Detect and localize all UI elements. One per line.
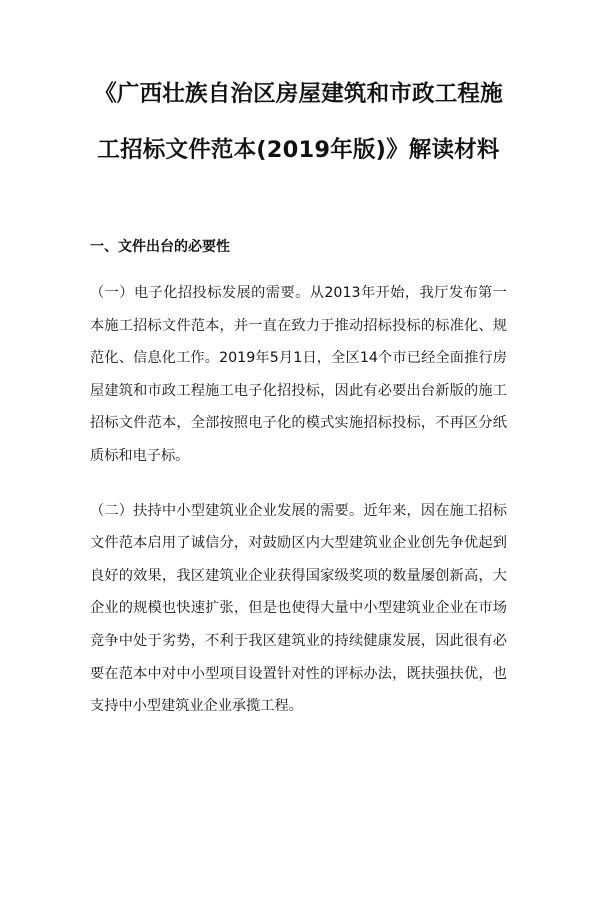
section-heading: 一、文件出台的必要性: [90, 239, 230, 255]
paragraph-electronic-bidding: （一）电子化招投标发展的需要。从2013年开始，我厅发布第一本施工招标文件范本，并一直在致力于推动招标投标的标准化、规范化、信息化工作。2019年5月1日，全区14个市已经全面推行房屋建筑和市政工程施工电子化招投标，因此有必要出台新版的施工招标文件范本，全部按照电子化的模式实施招标投标，不再区分纸质标和电子标。: [90, 285, 507, 464]
paragraph-small-enterprises: （二）扶持中小型建筑业企业发展的需要。近年来，因在施工招标文件范本启用了诚信分，对鼓励区内大型建筑业企业创先争优起到良好的效果，我区建筑业企业获得国家级奖项的数量屡创新高，大企业的规模也快速扩张，但是也使得大量中小型建筑业企业在市场竞争中处于劣势，不利于我区建筑业的持续健康发展，因此很有必要在范本中对中小型项目设置针对性的评标办法，既扶强扶优，也支持中小型建筑业企业承揽工程。: [90, 502, 507, 715]
document-title: 《广西壮族自治区房屋建筑和市政工程施工招标文件范本(2019年版)》解读材料: [94, 81, 503, 163]
document-page: [0, 66, 595, 908]
